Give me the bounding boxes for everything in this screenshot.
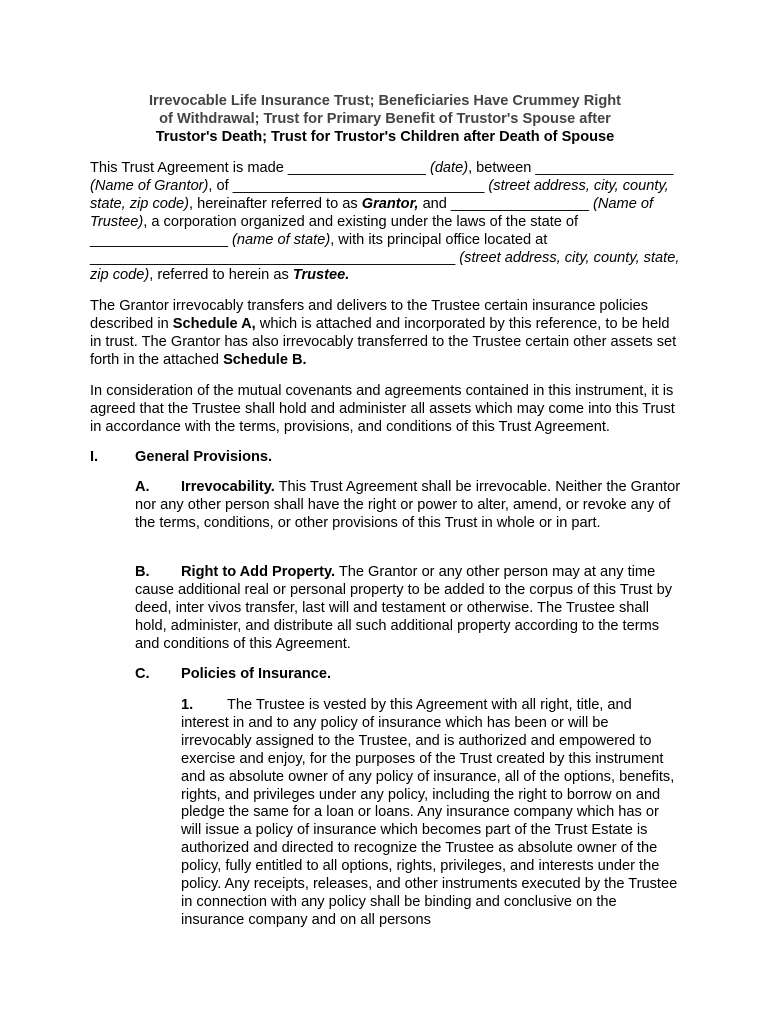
- text-segment: which is attached and incorporated by this reference, to be held in trust. The Grantor has also irrevocably transferred to the Trustee certain other assets set forth in the attached: [90, 315, 677, 368]
- section-heading: [90, 449, 682, 467]
- section-title: General Provisions.: [135, 449, 273, 465]
- text-segment: , between _________________: [468, 160, 674, 176]
- text-segment: This Trust Agreement is made _________________: [90, 160, 430, 176]
- intro-paragraph: [90, 160, 682, 285]
- title-line-3: Trustor's Death; Trust for Trustor's Children after Death of Spouse: [155, 128, 615, 145]
- text-segment: Right to Add Property.: [181, 564, 336, 580]
- text-segment: , of _______________________________: [208, 177, 489, 194]
- item-1-body: [181, 697, 677, 928]
- clause-b-label: B.: [135, 564, 150, 580]
- transfer-paragraph: [90, 298, 682, 370]
- text-segment: , referred to herein as: [149, 267, 293, 284]
- title-line-2: of Withdrawal; Trust for Primary Benefit of Trustor's Spouse after: [159, 110, 611, 127]
- text-segment: (street address, city, county, state, zip code): [90, 249, 680, 284]
- text-segment: In consideration of the mutual covenants and agreements contained in this instrument, it is agreed that the Trustee shall hold and administer all assets which may come into this Trust in accordance with the terms, provisions, and conditions of this Trust Agreement.: [90, 383, 675, 435]
- text-segment: (name of state): [232, 231, 331, 248]
- text-segment: Schedule A,: [172, 315, 256, 332]
- text-segment: and _________________: [418, 195, 594, 212]
- item-1-label: 1.: [181, 697, 194, 713]
- text-segment: Trustee.: [292, 267, 350, 284]
- clause-a-body: [135, 479, 680, 531]
- clause-b: [135, 564, 682, 654]
- text-segment: This Trust Agreement shall be irrevocable. Neither the Grantor nor any other person shall have the right or power to alter, amend, or revoke any of the terms, conditions, or other provisions of this Trust in whole or in part.: [135, 479, 681, 531]
- clause-c-item-1: [181, 697, 682, 930]
- text-segment: (date): [429, 160, 469, 176]
- document-title: [90, 93, 680, 147]
- text-segment: , with its principal office located at _____________________________________________: [90, 231, 548, 266]
- clause-c-heading: [135, 666, 682, 684]
- text-segment: Irrevocability.: [181, 479, 275, 495]
- clause-c-label: C.: [135, 666, 150, 682]
- text-segment: The Grantor irrevocably transfers and delivers to the Trustee certain insurance policies described in: [90, 298, 649, 332]
- clause-b-body: [135, 564, 672, 652]
- text-segment: , a corporation organized and existing under the laws of the state of _________________: [90, 213, 579, 248]
- section-number: I.: [90, 449, 99, 465]
- text-segment: Schedule B.: [223, 351, 307, 368]
- text-segment: The Trustee is vested by this Agreement with all right, title, and interest in and to any policy of insurance which has been or will be irrevocably assigned to the Trustee, and is authorized and empowered to exercise and enjoy, for the purposes of the Trust created by this instrument and as absolute owner of any policy of insurance, all of the options, benefits, rights, and privileges under any policy, including the right to borrow on and pledge the same for a loan or loans. Any insurance company which has or will issue a policy of insurance which becomes part of the Trust Estate is authorized and directed to recognize the Trustee as absolute owner of the policy, fully entitled to all options, rights, privileges, and interests under the policy. Any receipts, releases, and other instruments executed by the Trustee in connection with any policy shall be binding and conclusive on the insurance company and on all persons: [181, 697, 678, 928]
- text-segment: The Grantor or any other person may at any time cause additional real or personal property to be added to the corpus of this Trust by deed, inter vivos transfer, last will and testament or otherwise. The Trustee shall hold, administer, and distribute all such additional property according to the terms and conditions of this Agreement.: [135, 564, 673, 652]
- text-segment: (street address, city, county, state, zip code): [90, 177, 669, 212]
- clause-a-label: A.: [135, 479, 150, 495]
- clause-c-title: Policies of Insurance.: [181, 666, 332, 682]
- text-segment: (Name of Grantor): [90, 177, 209, 194]
- text-segment: (Name of Trustee): [90, 195, 654, 230]
- text-segment: Grantor,: [361, 195, 419, 212]
- clause-a: [135, 479, 682, 533]
- title-line-1: Irrevocable Life Insurance Trust; Beneficiaries Have Crummey Right: [148, 93, 622, 109]
- text-segment: , hereinafter referred to as: [188, 195, 362, 212]
- consideration-paragraph: [90, 383, 682, 437]
